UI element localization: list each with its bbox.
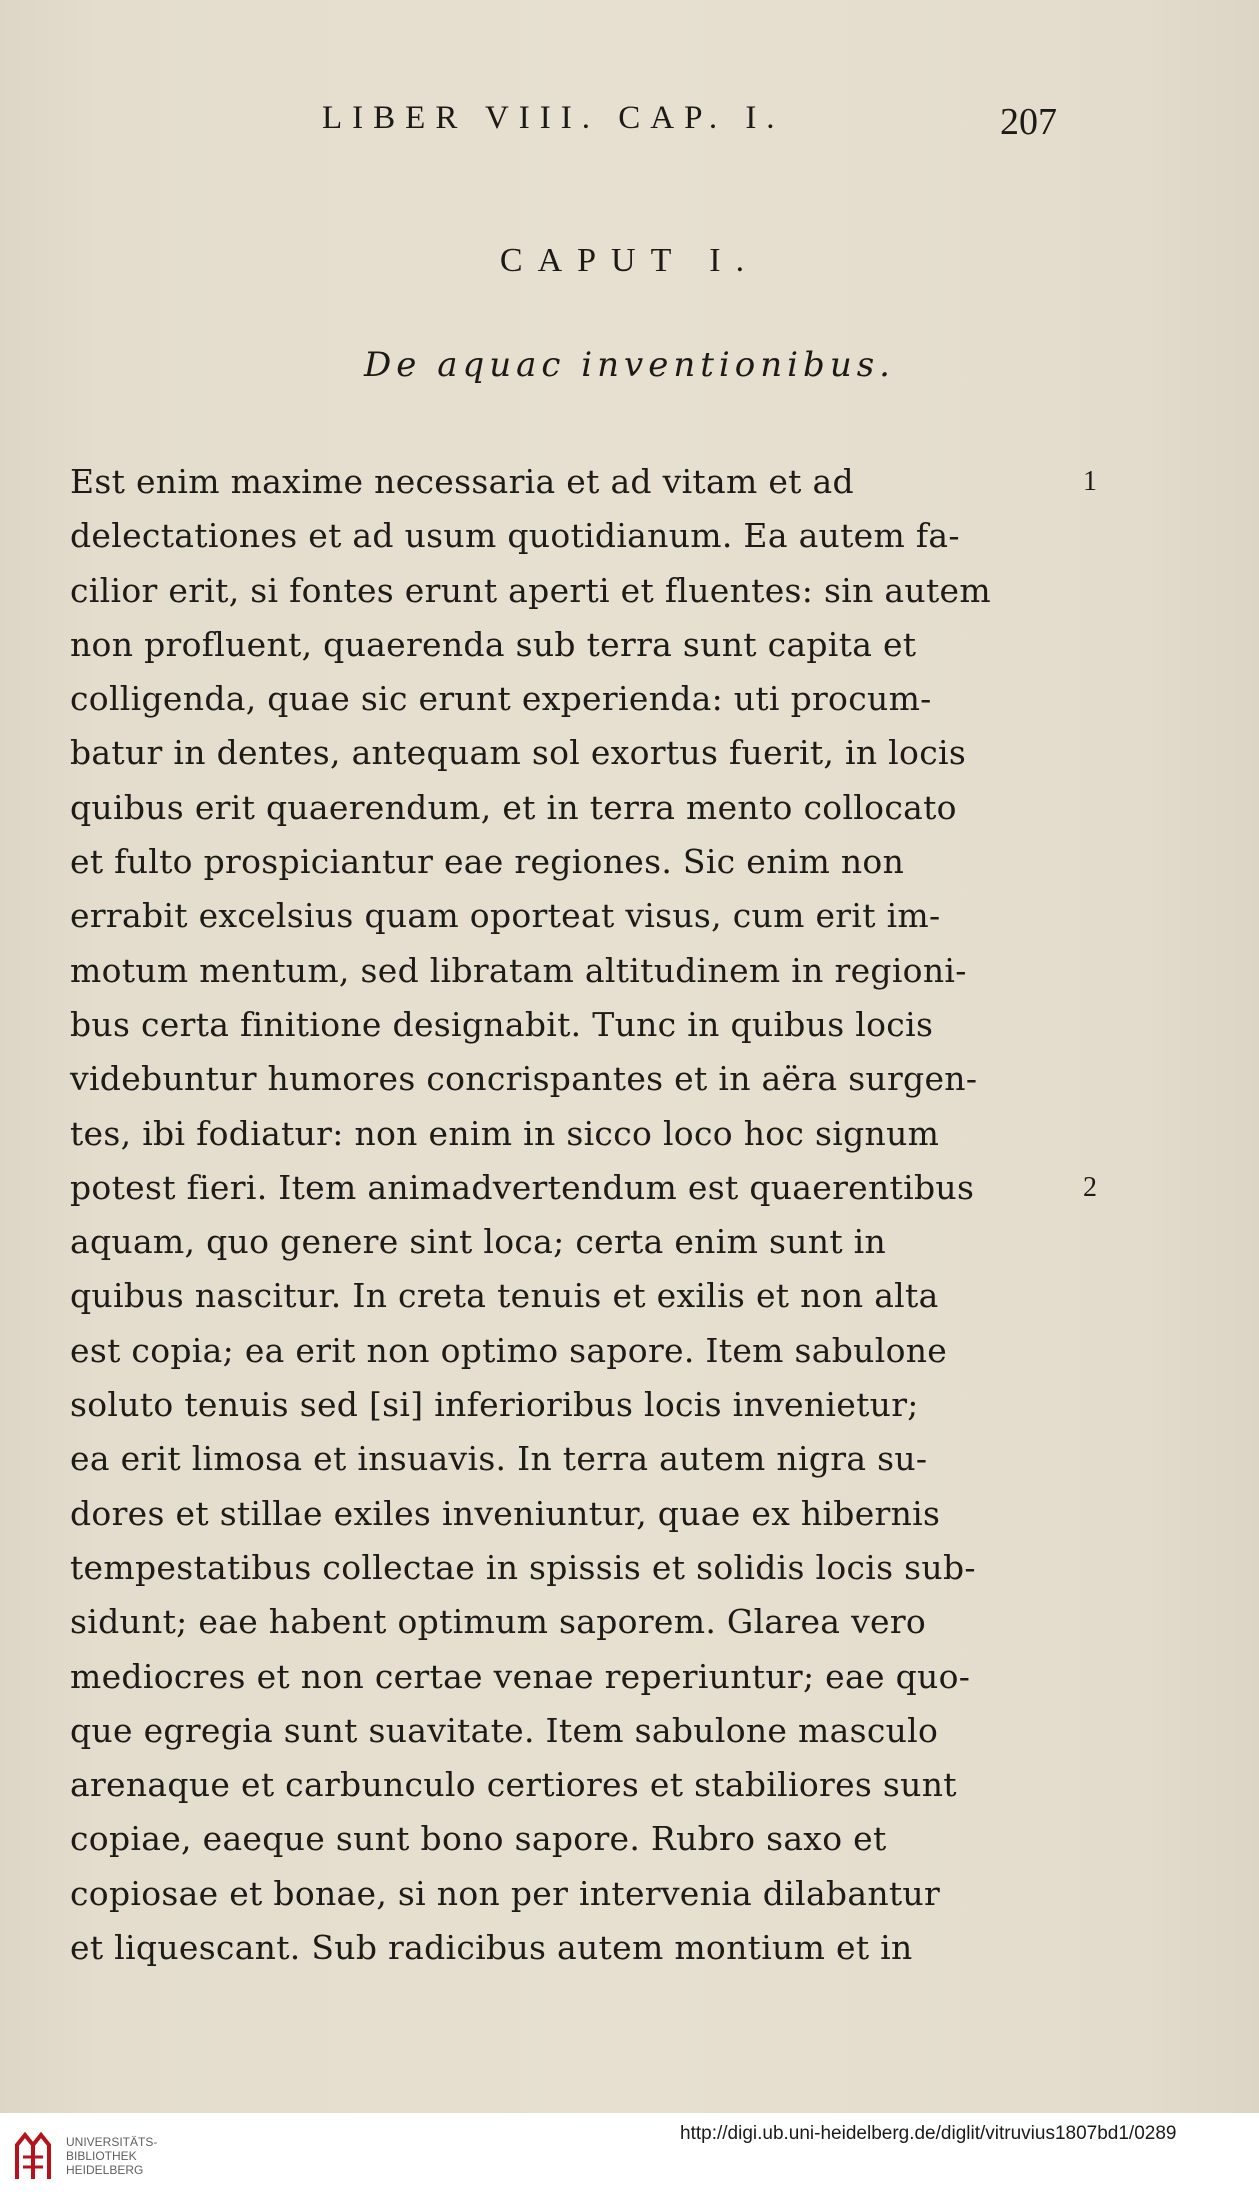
page-number: 207 xyxy=(1000,101,1057,143)
text-line: batur in dentes, antequam sol exortus fuerit, in locis xyxy=(70,733,967,773)
text-line: quibus nascitur. In creta tenuis et exilis et non alta xyxy=(70,1276,939,1316)
heidelberg-library-logo-icon xyxy=(13,2127,53,2185)
text-line: sidunt; eae habent optimum saporem. Glarea vero xyxy=(70,1602,927,1642)
text-line: et liquescant. Sub radicibus autem montium et in xyxy=(70,1928,913,1968)
text-line: tes, ibi fodiatur: non enim in sicco loco hoc signum xyxy=(70,1113,940,1153)
text-line: bus certa finitione designabit. Tunc in quibus locis xyxy=(70,1004,934,1044)
library-name xyxy=(66,2135,157,2177)
source-url-link[interactable]: http://digi.ub.uni-heidelberg.de/diglit/vitruvius1807bd1/0289 xyxy=(680,2123,1177,2144)
text-line: copiae, eaeque sunt bono sapore. Rubro saxo et xyxy=(70,1819,887,1859)
text-line: potest fieri. Item animadvertendum est quaerentibus xyxy=(70,1167,975,1207)
text-line: soluto tenuis sed [si] inferioribus locis invenietur; xyxy=(70,1385,919,1425)
body-text xyxy=(70,455,1070,1975)
footer xyxy=(0,2113,1259,2205)
text-line: motum mentum, sed libratam altitudinem in regioni- xyxy=(70,950,967,990)
text-line: arenaque et carbunculo certiores et stabiliores sunt xyxy=(70,1765,957,1805)
margin-note-number: 2 xyxy=(1083,1171,1097,1203)
text-line: aquam, quo genere sint loca; certa enim sunt in xyxy=(70,1222,887,1262)
text-line: delectationes et ad usum quotidianum. Ea autem fa- xyxy=(70,516,960,556)
margin-note-number: 1 xyxy=(1083,466,1097,497)
running-head xyxy=(0,100,1259,150)
text-line: Est enim maxime necessaria et ad vitam et ad xyxy=(70,462,854,501)
text-line: mediocres et non certae venae reperiuntur; eae quo- xyxy=(70,1656,971,1696)
chapter-title: CAPUT I. xyxy=(499,242,760,279)
library-name-line: UNIVERSITÄTS- xyxy=(66,2135,158,2149)
text-line: errabit excelsius quam oporteat visus, cum erit im- xyxy=(70,896,941,936)
text-line: est copia; ea erit non optimo sapore. Item sabulone xyxy=(70,1330,948,1370)
text-line: et fulto prospiciantur eae regiones. Sic enim non xyxy=(70,842,905,882)
text-line: videbuntur humores concrispantes et in aëra surgen- xyxy=(70,1059,978,1099)
running-title: LIBER VIII. CAP. I. xyxy=(322,100,785,136)
text-line: quibus erit quaerendum, et in terra mento collocato xyxy=(70,787,957,827)
text-line: colligenda, quae sic erunt experienda: uti procum- xyxy=(70,679,932,719)
text-line: ea erit limosa et insuavis. In terra autem nigra su- xyxy=(70,1439,928,1479)
text-line: que egregia sunt suavitate. Item sabulone masculo xyxy=(70,1710,939,1750)
chapter-subtitle: De aquac inventionibus. xyxy=(364,345,895,385)
text-line: cilior erit, si fontes erunt aperti et fluentes: sin autem xyxy=(70,570,991,610)
library-name-line: BIBLIOTHEK xyxy=(66,2149,137,2163)
text-line: non profluent, quaerenda sub terra sunt capita et xyxy=(70,624,917,664)
text-line: tempestatibus collectae in spissis et solidis locis sub- xyxy=(70,1547,976,1587)
text-line: dores et stillae exiles inveniuntur, quae ex hibernis xyxy=(70,1493,941,1533)
library-name-line: HEIDELBERG xyxy=(66,2163,144,2177)
text-line: copiosae et bonae, si non per intervenia dilabantur xyxy=(70,1873,941,1913)
